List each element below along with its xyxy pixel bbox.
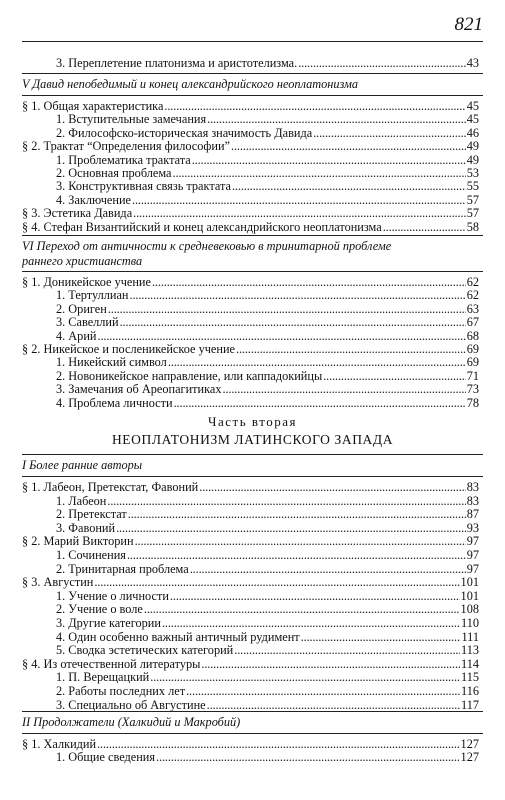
dot-leader xyxy=(108,302,466,316)
toc-entry-page: 62 xyxy=(466,288,479,303)
toc-entry-page: 108 xyxy=(460,602,479,617)
toc-section-entry xyxy=(22,220,479,234)
toc-subentry xyxy=(56,369,479,383)
toc-entry-page: 67 xyxy=(466,315,479,330)
toc-entry-top: 3. Переплетение платонизма и аристотелизма. . . . 43 xyxy=(56,56,479,70)
toc-entry-page: 45 xyxy=(466,112,479,127)
dot-leader xyxy=(232,179,466,193)
section-heading-i: I Более ранние авторы xyxy=(22,458,143,472)
part-label: Часть вторая xyxy=(208,414,297,429)
dot-leader xyxy=(231,139,466,153)
toc-entry-page: 49 xyxy=(466,152,479,167)
dot-leader xyxy=(130,288,466,302)
dot-leader xyxy=(133,206,466,220)
toc-section-entry xyxy=(22,534,479,548)
section-rule xyxy=(22,95,483,96)
toc-subentry xyxy=(56,329,479,343)
toc-entry-title: 1. Сочинения xyxy=(56,548,126,562)
dot-leader xyxy=(236,342,466,356)
dot-leader xyxy=(107,494,465,508)
dot-leader xyxy=(156,750,460,764)
toc-entry-title: 1. Лабеон xyxy=(56,493,107,508)
dot-leader xyxy=(152,275,466,289)
toc-entry-title: 3. Замечания об Ареопагитиках xyxy=(56,382,222,397)
toc-section-entry xyxy=(22,99,479,113)
toc-entry-page: 127 xyxy=(460,737,479,751)
toc-entry-title: 3. Конструктивная связь трактата xyxy=(56,179,231,194)
dot-leader xyxy=(383,220,466,234)
dot-leader xyxy=(150,670,460,684)
toc-entry-title: 2. Тринитарная проблема xyxy=(56,561,189,576)
dot-leader xyxy=(97,737,459,751)
toc-subentry xyxy=(56,355,479,369)
toc-entry-page: 69 xyxy=(466,355,479,370)
toc-subentry xyxy=(56,548,479,562)
toc-entry-title: 5. Сводка эстетических категорий xyxy=(56,643,234,658)
dot-leader xyxy=(144,602,460,616)
toc-entry-title: 1. Никейский символ xyxy=(56,355,167,370)
dot-leader xyxy=(199,480,465,494)
toc-entry-title: 2. Основная проблема xyxy=(56,166,172,180)
toc-entry-title: § 4. Из отечественной литературы xyxy=(22,656,201,671)
toc-subentry xyxy=(56,153,479,167)
toc-section-entry xyxy=(22,275,479,289)
toc-entry-title: 3. Фавоний xyxy=(56,520,116,535)
toc-entry-page: 71 xyxy=(466,368,479,383)
dot-leader xyxy=(98,329,466,343)
toc-subentry xyxy=(56,315,479,329)
dot-leader xyxy=(223,382,466,396)
toc-subentry xyxy=(56,643,479,657)
toc-entry-page: 97 xyxy=(466,548,479,562)
toc-entry-page: 110 xyxy=(461,616,479,630)
dot-leader xyxy=(192,153,466,167)
toc-entry-page: 49 xyxy=(466,139,479,154)
toc-entry-title: 1. Общие сведения xyxy=(56,750,156,765)
dot-leader xyxy=(162,616,460,630)
toc-entry-page: 78 xyxy=(466,395,479,410)
toc-entry-page: 69 xyxy=(466,342,479,356)
dot-leader xyxy=(190,562,466,576)
toc-subentry xyxy=(56,126,479,140)
section-heading-vi-line1: VI Переход от античности к средневековью в тринитарной проблеме xyxy=(22,239,392,253)
toc-subentry xyxy=(56,494,479,508)
toc-subentry xyxy=(56,193,479,207)
toc-entry-title: 2. Учение о воле xyxy=(56,602,143,617)
toc-subentry xyxy=(56,670,479,684)
part-title: НЕОПЛАТОНИЗМ ЛАТИНСКОГО ЗАПАДА xyxy=(111,432,394,447)
section-heading-vi-line2: раннего христианства xyxy=(22,254,143,268)
toc-entry-page: 46 xyxy=(466,125,479,140)
toc-entry-title: 3. Савеллий xyxy=(56,315,119,330)
toc-entry-title: 3. Другие категории xyxy=(56,616,161,630)
toc-entry-title: 2. Философско-историческая значимость Давида xyxy=(56,125,313,140)
section-rule xyxy=(22,271,483,272)
dot-leader xyxy=(207,698,460,712)
toc-entry-title: 2. Работы последних лет xyxy=(56,684,186,698)
dot-leader xyxy=(301,630,461,644)
toc-entry-title: § 2. Трактат “Определения философии” xyxy=(22,139,230,154)
section-rule xyxy=(22,711,483,712)
section-rule xyxy=(22,454,483,455)
toc-entry-page: 83 xyxy=(466,480,479,494)
toc-section-entry xyxy=(22,737,479,751)
toc-entry-title: 1. Проблематика трактата xyxy=(56,152,191,167)
toc-entry-title: § 3. Эстетика Давида xyxy=(22,206,133,221)
header-rule xyxy=(22,41,483,42)
toc-entry-page: 97 xyxy=(466,534,479,549)
toc-section-entry xyxy=(22,206,479,220)
toc-section-entry xyxy=(22,657,479,671)
toc-entry-title: § 2. Никейское и посленикейское учение xyxy=(22,342,235,356)
toc-entry-page: 57 xyxy=(466,206,479,221)
page-number: 821 xyxy=(454,14,483,35)
toc-entry-page: 45 xyxy=(466,99,479,113)
toc-entry-page: 117 xyxy=(461,697,479,712)
toc-entry-page: 62 xyxy=(466,275,479,289)
toc-entry-title: § 1. Общая характеристика xyxy=(22,99,164,113)
dot-leader xyxy=(116,521,466,535)
toc-entry-page: 83 xyxy=(466,493,479,508)
toc-entry-page: 114 xyxy=(461,656,479,671)
toc-entry-page: 53 xyxy=(466,166,479,180)
dot-leader xyxy=(168,355,466,369)
toc-subentry xyxy=(56,179,479,193)
toc-entry-title: 2. Претекстат xyxy=(56,507,127,522)
toc-entry-page: 58 xyxy=(466,219,479,234)
section-heading-v: V Давид непобедимый и конец александрийского неоплатонизма xyxy=(22,77,358,91)
toc-subentry xyxy=(56,507,479,521)
toc-entry-page: 57 xyxy=(466,192,479,207)
toc-entry-page: 87 xyxy=(466,507,479,522)
dot-leader xyxy=(207,112,466,126)
toc-entry-title: 1. Учение о личности xyxy=(56,588,169,603)
toc-entry-title: 3. Специально об Августине xyxy=(56,697,206,712)
dot-leader xyxy=(173,166,466,180)
toc-subentry xyxy=(56,562,479,576)
toc-subentry xyxy=(56,302,479,316)
toc-entry-page: 55 xyxy=(466,179,479,194)
toc-subentry xyxy=(56,288,479,302)
toc-entry-page: 101 xyxy=(460,588,479,603)
toc-section-entry xyxy=(22,342,479,356)
toc-entry-page: 68 xyxy=(466,328,479,343)
dot-leader xyxy=(201,657,460,671)
dot-leader xyxy=(127,548,466,562)
toc-section-entry xyxy=(22,480,479,494)
toc-entry-title: 2. Новоникейское направление, или каппадокийцы xyxy=(56,368,323,383)
dot-leader xyxy=(186,684,460,698)
toc-entry-page: 73 xyxy=(466,382,479,397)
toc-subentry xyxy=(56,616,479,630)
section-rule xyxy=(22,235,483,236)
dot-leader xyxy=(120,315,466,329)
toc-entry-title: 1. П. Верещацкий xyxy=(56,670,150,685)
toc-entry-title: § 1. Лабеон, Претекстат, Фавоний xyxy=(22,480,199,494)
toc-entry-title: 4. Арий xyxy=(56,328,97,343)
toc-subentry xyxy=(56,630,479,644)
toc-section-entry xyxy=(22,139,479,153)
section-rule xyxy=(22,476,483,477)
toc-entry-page: 127 xyxy=(460,750,479,765)
toc-entry-page: 115 xyxy=(461,670,479,685)
dot-leader xyxy=(128,507,466,521)
toc-subentry xyxy=(56,750,479,764)
toc-subentry xyxy=(56,382,479,396)
toc-entry-title: § 2. Марий Викторин xyxy=(22,534,134,549)
toc-subentry xyxy=(56,602,479,616)
toc-subentry xyxy=(56,396,479,410)
toc-entry-title: 1. Тертуллиан xyxy=(56,288,129,303)
toc-subentry xyxy=(56,166,479,180)
toc-entry-page: 116 xyxy=(461,684,479,698)
toc-entry-page: 111 xyxy=(461,629,479,644)
dot-leader xyxy=(234,643,460,657)
toc-entry-title: 4. Заключение xyxy=(56,192,132,207)
toc-entry-title: 4. Один особенно важный античный рудимент xyxy=(56,629,300,644)
toc-entry-title: § 4. Стефан Византийский и конец александрийского неоплатонизма xyxy=(22,219,382,234)
dot-leader xyxy=(174,396,466,410)
toc-entry-page: 101 xyxy=(460,575,479,590)
toc-entry-page: 93 xyxy=(466,520,479,535)
toc-subentry xyxy=(56,684,479,698)
dot-leader xyxy=(94,575,459,589)
dot-leader xyxy=(164,99,465,113)
toc-entry-title: 1. Вступительные замечания xyxy=(56,112,207,127)
toc-entry-title: § 1. Доникейское учение xyxy=(22,275,151,289)
section-rule xyxy=(22,73,483,74)
toc-entry-title: 4. Проблема личности xyxy=(56,395,173,410)
dot-leader xyxy=(132,193,466,207)
toc-entry-page: 97 xyxy=(466,561,479,576)
dot-leader xyxy=(323,369,465,383)
toc-entry-page: 113 xyxy=(461,643,479,658)
dot-leader xyxy=(135,534,466,548)
section-rule xyxy=(22,733,483,734)
section-heading-ii: II Продолжатели (Халкидий и Макробий) xyxy=(22,715,241,729)
toc-entry-page: 63 xyxy=(466,301,479,316)
toc-entry-title: 2. Ориген xyxy=(56,301,107,316)
dot-leader xyxy=(313,126,466,140)
dot-leader xyxy=(170,589,460,603)
toc-subentry xyxy=(56,521,479,535)
toc-subentry xyxy=(56,112,479,126)
toc-entry-title: § 1. Халкидий xyxy=(22,737,97,751)
toc-subentry xyxy=(56,589,479,603)
toc-section-entry xyxy=(22,575,479,589)
toc-entry-title: § 3. Августин xyxy=(22,575,94,590)
toc-subentry xyxy=(56,698,479,712)
